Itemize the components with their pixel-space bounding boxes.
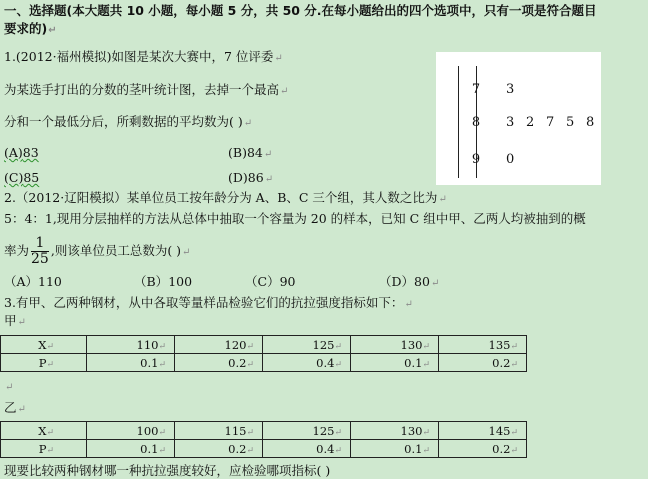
q1-option-b: (B)84↵ <box>228 145 273 160</box>
table-cell: 125↵ <box>263 336 351 354</box>
leaf: 2 <box>526 115 535 130</box>
table-cell-head: X↵ <box>1 422 87 440</box>
table-row <box>1 336 527 354</box>
table-cell: 130↵ <box>351 336 439 354</box>
table-cell-head: P↵ <box>1 440 87 458</box>
q1-line1: 1.(2012·福州模拟)如图是某次大赛中，7 位评委↵ <box>4 49 283 64</box>
q2-option-c: （C）90 <box>245 274 296 289</box>
q3-line1: 3.有甲、乙两种钢材，从中各取等量样品检验它们的抗拉强度指标如下：↵ <box>4 295 413 310</box>
table-jia <box>0 335 527 372</box>
leaf: 0 <box>506 152 515 167</box>
q2-option-b: （B）100 <box>134 274 193 289</box>
table-cell: 0.1↵ <box>351 440 439 458</box>
table-cell: 0.2↵ <box>175 354 263 372</box>
table-yi <box>0 421 527 458</box>
q3-jia-label: 甲↵ <box>4 313 26 328</box>
table-cell-head: X↵ <box>1 336 87 354</box>
leaf: 3 <box>506 115 515 130</box>
table-cell: 120↵ <box>175 336 263 354</box>
q2-line1: 2.（2012·辽阳模拟）某单位员工按年龄分为 A、B、C 三个组，其人数之比为↵ <box>4 190 447 205</box>
empty-paragraph-mark: ↵ <box>5 382 14 393</box>
table-cell: 0.2↵ <box>439 440 527 458</box>
stem-leaf-plot <box>436 52 601 185</box>
q2-line3: 率为 $\frac{1}{25}$ ,则该单位员工总数为( )↵ <box>4 235 191 267</box>
table-cell: 130↵ <box>351 422 439 440</box>
table-cell: 0.1↵ <box>87 440 175 458</box>
leaf: 3 <box>506 82 515 97</box>
table-cell: 110↵ <box>87 336 175 354</box>
q1-option-c: (C)85 <box>4 170 40 185</box>
section-header-cont: 要求的)↵ <box>4 21 57 36</box>
table-cell: 125↵ <box>263 422 351 440</box>
table-cell: 0.1↵ <box>87 354 175 372</box>
table-cell-head: P↵ <box>1 354 87 372</box>
table-cell: 0.2↵ <box>175 440 263 458</box>
q3-yi-label: 乙↵ <box>4 400 26 415</box>
stem-value: 7 <box>471 82 481 97</box>
leaf-values <box>506 115 606 130</box>
fraction: $\frac{1}{25}$ <box>31 235 49 267</box>
leaf: 5 <box>566 115 575 130</box>
table-cell: 115↵ <box>175 422 263 440</box>
table-cell: 135↵ <box>439 336 527 354</box>
stem-value: 9 <box>471 152 481 167</box>
table-row <box>1 354 527 372</box>
table-cell: 0.2↵ <box>439 354 527 372</box>
leaf-values <box>506 152 526 167</box>
q3-last-line: 现要比较两种钢材哪一种抗拉强度较好，应检验哪项指标( ) <box>4 463 331 478</box>
table-cell: 100↵ <box>87 422 175 440</box>
q2-option-a: （A）110 <box>4 274 62 289</box>
section-header: 一、选择题(本大题共 10 小题，每小题 5 分，共 50 分.在每小题给出的四个选项中，只有一项是符合题目 <box>4 3 597 18</box>
q1-line2: 为某选手打出的分数的茎叶统计图，去掉一个最高↵ <box>4 82 289 97</box>
table-cell: 0.1↵ <box>351 354 439 372</box>
table-cell: 0.4↵ <box>263 354 351 372</box>
leaf: 7 <box>546 115 555 130</box>
stem-leaf-left-line <box>458 66 459 178</box>
q2-line2: 5：4：1,现用分层抽样的方法从总体中抽取一个容量为 20 的样本，已知 C 组中甲、乙两人均被抽到的概 <box>4 211 586 226</box>
q1-option-a: (A)83 <box>4 145 39 160</box>
q2-option-d: （D）80↵ <box>379 274 440 289</box>
leaf-values <box>506 82 526 97</box>
table-cell: 145↵ <box>439 422 527 440</box>
leaf: 8 <box>586 115 595 130</box>
q1-option-d: (D)86↵ <box>228 170 274 185</box>
table-cell: 0.4↵ <box>263 440 351 458</box>
table-row <box>1 440 527 458</box>
stem-value: 8 <box>471 115 481 130</box>
table-row <box>1 422 527 440</box>
q1-line3: 分和一个最低分后，所剩数据的平均数为( )↵ <box>4 114 253 129</box>
